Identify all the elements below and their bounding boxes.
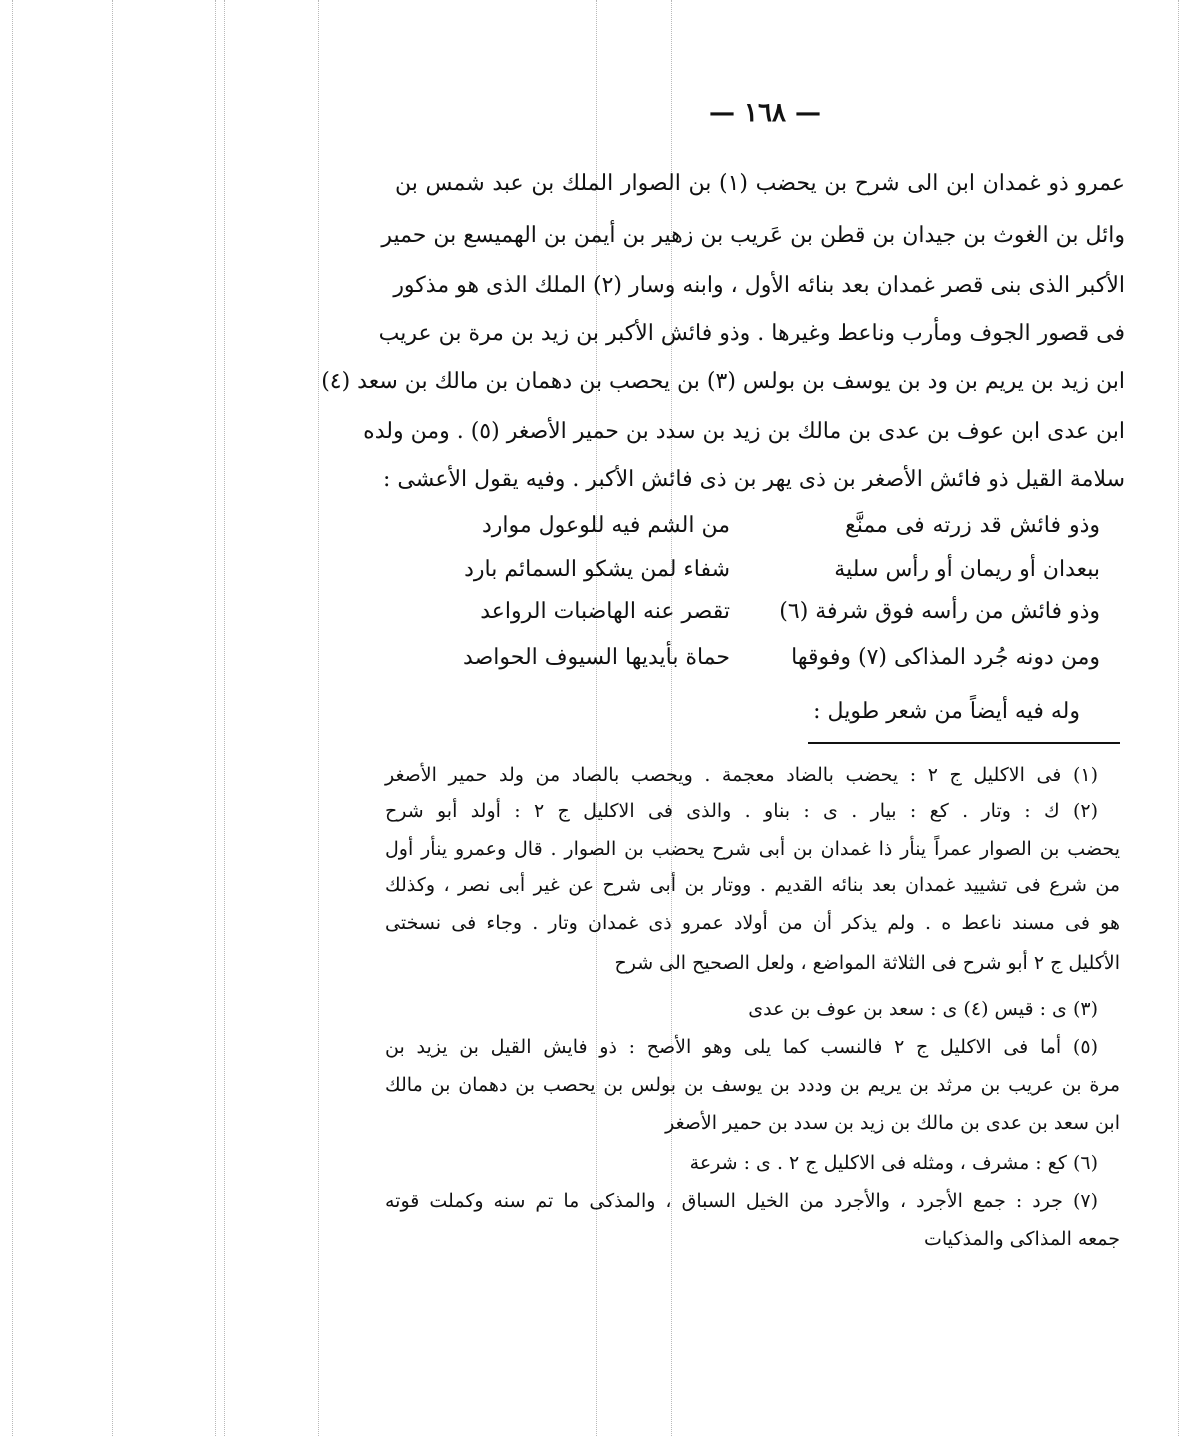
text-line: ابن زيد بن يريم بن ود بن يوسف بن بولس (٣) بن يحصب بن دهمان بن مالك بن سعد (٤) <box>321 369 1125 394</box>
scan-line <box>215 0 216 1436</box>
footnote-line: (٥) أما فى الاكليل ج ٢ فالنسب كما يلى وهو الأصح : ذو فايش القيل بن يزيد بن <box>385 1036 1098 1058</box>
footnote-line: (٦) كع : مشرف ، ومثله فى الاكليل ج ٢ . ى : شرعة <box>689 1152 1098 1174</box>
verse-first-hemistich: ومن دونه جُرد المذاكى (٧) وفوقها <box>791 645 1100 670</box>
scan-line <box>1178 0 1179 1436</box>
text-line: فى قصور الجوف ومأرب وناعط وغيرها . وذو فائش الأكبر بن زيد بن مرة بن عريب <box>378 321 1125 346</box>
footnote-line: (١) فى الاكليل ج ٢ : يحضب بالضاد معجمة . ويحصب بالصاد من ولد حمير الأصغر <box>385 764 1099 786</box>
verse-second-hemistich: حماة بأيديها السيوف الحواصد <box>463 645 730 670</box>
closing-line: وله فيه أيضاً من شعر طويل : <box>813 699 1080 724</box>
verse-line <box>395 590 1125 634</box>
page-number: — ١٦٨ — <box>708 98 822 128</box>
footnote-line: (٧) جرد : جمع الأجرد ، والأجرد من الخيل السباق ، والمذكى ما تم سنه وكملت قوته <box>385 1190 1098 1212</box>
verse-second-hemistich: شفاء لمن يشكو السمائم بارد <box>464 557 730 582</box>
footnote-line: (٣) ى : قيس (٤) ى : سعد بن عوف بن عدى <box>748 998 1098 1020</box>
text-line: عمرو ذو غمدان ابن الى شرح بن يحضب (١) بن الصوار الملك بن عبد شمس بن <box>395 171 1125 196</box>
footnote-line: الأكليل ج ٢ أبو شرح فى الثلاثة المواضع ، ولعل الصحيح الى شرح <box>614 952 1120 974</box>
verse-first-hemistich: وذو فائش من رأسه فوق شرفة (٦) <box>779 599 1100 624</box>
verse-first-hemistich: وذو فائش قد زرته فى ممنَّع <box>845 513 1100 538</box>
scan-line <box>224 0 225 1436</box>
footnote-line: هو فى مسند ناعط ه . ولم يذكر أن من أولاد عمرو ذى غمدان وتار . وجاء فى نسختى <box>385 912 1120 934</box>
verse-line <box>395 636 1125 680</box>
text-line: ابن عدى ابن عوف بن عدى بن مالك بن زيد بن سدد بن حمير الأصغر (٥) . ومن ولده <box>363 419 1125 444</box>
scan-line <box>12 0 13 1436</box>
verse-second-hemistich: من الشم فيه للوعول موارد <box>481 513 730 538</box>
footnote-line: جمعه المذاكى والمذكيات <box>923 1228 1120 1250</box>
footnote-line: يحضب بن الصوار عمراً ينأر ذا غمدان بن أبى شرح يحضب بن الصوار . قال وعمرو ينأر أول <box>385 838 1120 860</box>
verse-first-hemistich: ببعدان أو ريمان أو رأس سلية <box>834 557 1100 582</box>
scan-line <box>318 0 319 1436</box>
footnote-divider <box>808 742 1120 744</box>
verse-line <box>395 548 1125 592</box>
text-line: وائل بن الغوث بن جيدان بن قطن بن عَريب بن زهير بن أيمن بن الهميسع بن حمير <box>381 223 1125 248</box>
verse-line <box>395 504 1125 548</box>
text-line: الأكبر الذى بنى قصر غمدان بعد بنائه الأول ، وابنه وسار (٢) الملك الذى هو مذكور <box>393 273 1125 298</box>
verse-second-hemistich: تقصر عنه الهاضبات الرواعد <box>480 599 730 624</box>
text-line: سلامة القيل ذو فائش الأصغر بن ذى يهر بن ذى فائش الأكبر . وفيه يقول الأعشى : <box>383 467 1125 492</box>
footnote-line: مرة بن عريب بن مرثد بن يريم بن وددد بن يوسف بن بولس بن يحصب بن دهمان بن مالك <box>385 1074 1120 1096</box>
footnote-line: من شرع فى تشييد غمدان بعد بنائه القديم . ووتار بن أبى شرح عن غير أبى نصر ، وكذلك <box>385 874 1120 896</box>
footnote-line: (٢) ك : وتار . كع : بيار . ى : بناو . والذى فى الاكليل ج ٢ : أولد أبو شرح <box>385 800 1099 822</box>
footnote-line: ابن سعد بن عدى بن مالك بن زيد بن سدد بن حمير الأصغر <box>665 1112 1120 1134</box>
scan-line <box>112 0 113 1436</box>
